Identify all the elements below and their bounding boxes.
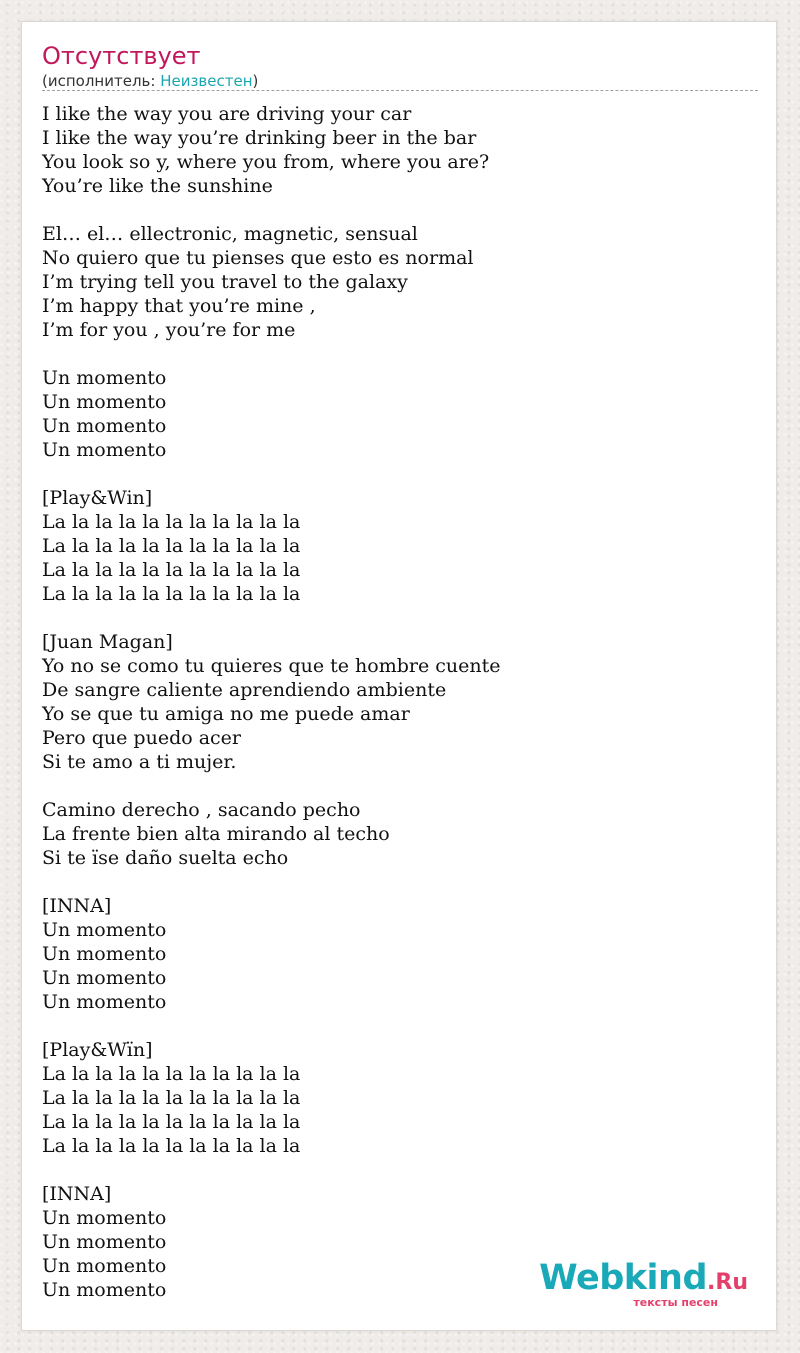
artist-link[interactable]: Неизвестен	[160, 72, 253, 90]
lyrics-text: I like the way you are driving your car I like the way you’re drinking beer in the bar You look so y, where you from, where you are? You’re like the sunshine El… el… ellectronic, magnetic, sensual No quiero que tu pienses que esto es normal I’m trying tell you travel to the galaxy I’m happy that you’re mine , I’m for you , you’re for me Un momento Un momento Un momento Un momento [Play&Win] La la la la la la la la la la la La la la la la la la la la la la La la la la la la la la la la la La la la la la la la la la la la [Juan Magan] Yo no se como tu quieres que te hombre cuente De sangre caliente aprendiendo ambiente Yo se que tu amiga no me puede amar Pero que puedo acer Si te amo a ti mujer. Camino derecho , sacando pecho La frente bien alta mirando al techo Si te ïse daño suelta echo [INNA] Un momento Un momento Un momento Un momento [Play&Wïn] La la la la la la la la la la la La la la la la la la la la la la La la la la la la la la la la la La la la la la la la la la la la [INNA] Un momento Un momento Un momento Un momento	[42, 103, 501, 1301]
logo-wordmark	[539, 1260, 748, 1301]
dashed-divider	[42, 90, 758, 91]
lyrics-card	[21, 21, 777, 1331]
artist-suffix: )	[252, 72, 259, 90]
artist-line	[42, 71, 258, 91]
song-title: Отсутствует	[42, 42, 201, 70]
logo-tagline: тексты песен	[633, 1296, 718, 1309]
site-logo[interactable]	[539, 1260, 748, 1308]
logo-name: Webkind	[539, 1258, 708, 1298]
artist-prefix: (исполнитель:	[42, 72, 161, 90]
logo-tld: .Ru	[707, 1270, 748, 1295]
